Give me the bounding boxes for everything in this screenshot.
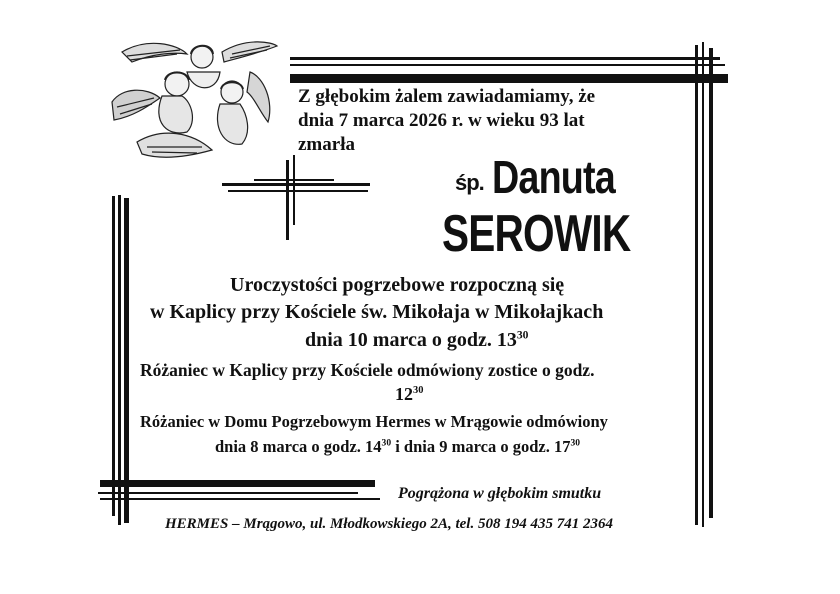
ceremony-line-2: w Kaplicy przy Kościele św. Mikołaja w Mikołajkach <box>150 301 604 323</box>
frame-right-bar-2 <box>702 42 704 527</box>
rosary2-line-2 <box>215 437 580 457</box>
footer-funeral-home: HERMES – Mrągowo, ul. Młodkowskiego 2A, tel. 508 194 435 741 2364 <box>165 516 613 532</box>
rosary2-time-a-minutes: 30 <box>381 437 392 449</box>
rosary1-time-hour: 12 <box>395 384 413 404</box>
rosary2-line-1: Różaniec w Domu Pogrzebowym Hermes w Mrągowie odmówiony <box>140 412 608 431</box>
cross-horizontal-1 <box>222 183 370 186</box>
ceremony-time-minutes: 30 <box>516 328 529 342</box>
cross-vertical-1 <box>286 160 289 240</box>
frame-top-bar-2 <box>290 64 725 66</box>
rosary2-date-a: dnia 8 marca o godz. 14 <box>215 437 382 456</box>
frame-left-bar-3 <box>124 198 129 523</box>
intro-line-2: dnia 7 marca 2026 r. w wieku 93 lat <box>298 110 585 131</box>
angels-illustration-icon <box>92 32 282 172</box>
frame-left-bar-1 <box>112 196 115 516</box>
ceremony-line-3 <box>305 329 528 352</box>
frame-bottom-bar-3 <box>100 498 380 500</box>
frame-bottom-bar-2 <box>98 492 358 494</box>
frame-right-bar-3 <box>709 48 713 518</box>
intro-line-1: Z głębokim żalem zawiadamiamy, że <box>298 86 596 107</box>
cross-vertical-2 <box>293 155 295 225</box>
deceased-last-name: SEROWIK <box>442 205 631 263</box>
cross-horizontal-3 <box>254 179 334 181</box>
rosary1-time <box>395 384 423 405</box>
intro-line-3: zmarła <box>298 134 355 155</box>
frame-bottom-bar-1 <box>100 480 375 487</box>
rosary2-time-b-minutes: 30 <box>570 437 581 449</box>
rosary1-time-minutes: 30 <box>413 385 424 396</box>
rosary2-date-b: i dnia 9 marca o godz. 17 <box>391 437 571 456</box>
frame-right-bar-1 <box>695 45 698 525</box>
deceased-prefix: śp. <box>455 170 484 195</box>
cross-horizontal-2 <box>228 190 368 192</box>
frame-top-bar-1 <box>290 57 720 60</box>
mourning-text: Pogrążona w głębokim smutku <box>398 485 602 502</box>
ceremony-line-1: Uroczystości pogrzebowe rozpoczną się <box>230 274 565 296</box>
rosary1-line-1: Różaniec w Kaplicy przy Kościele odmówiony zostіce o godz. <box>140 360 595 380</box>
ceremony-date-text: dnia 10 marca o godz. 13 <box>305 329 517 351</box>
deceased-first-name: Danuta <box>492 151 615 203</box>
frame-left-bar-2 <box>118 195 121 525</box>
frame-top-bar-3 <box>290 74 728 83</box>
